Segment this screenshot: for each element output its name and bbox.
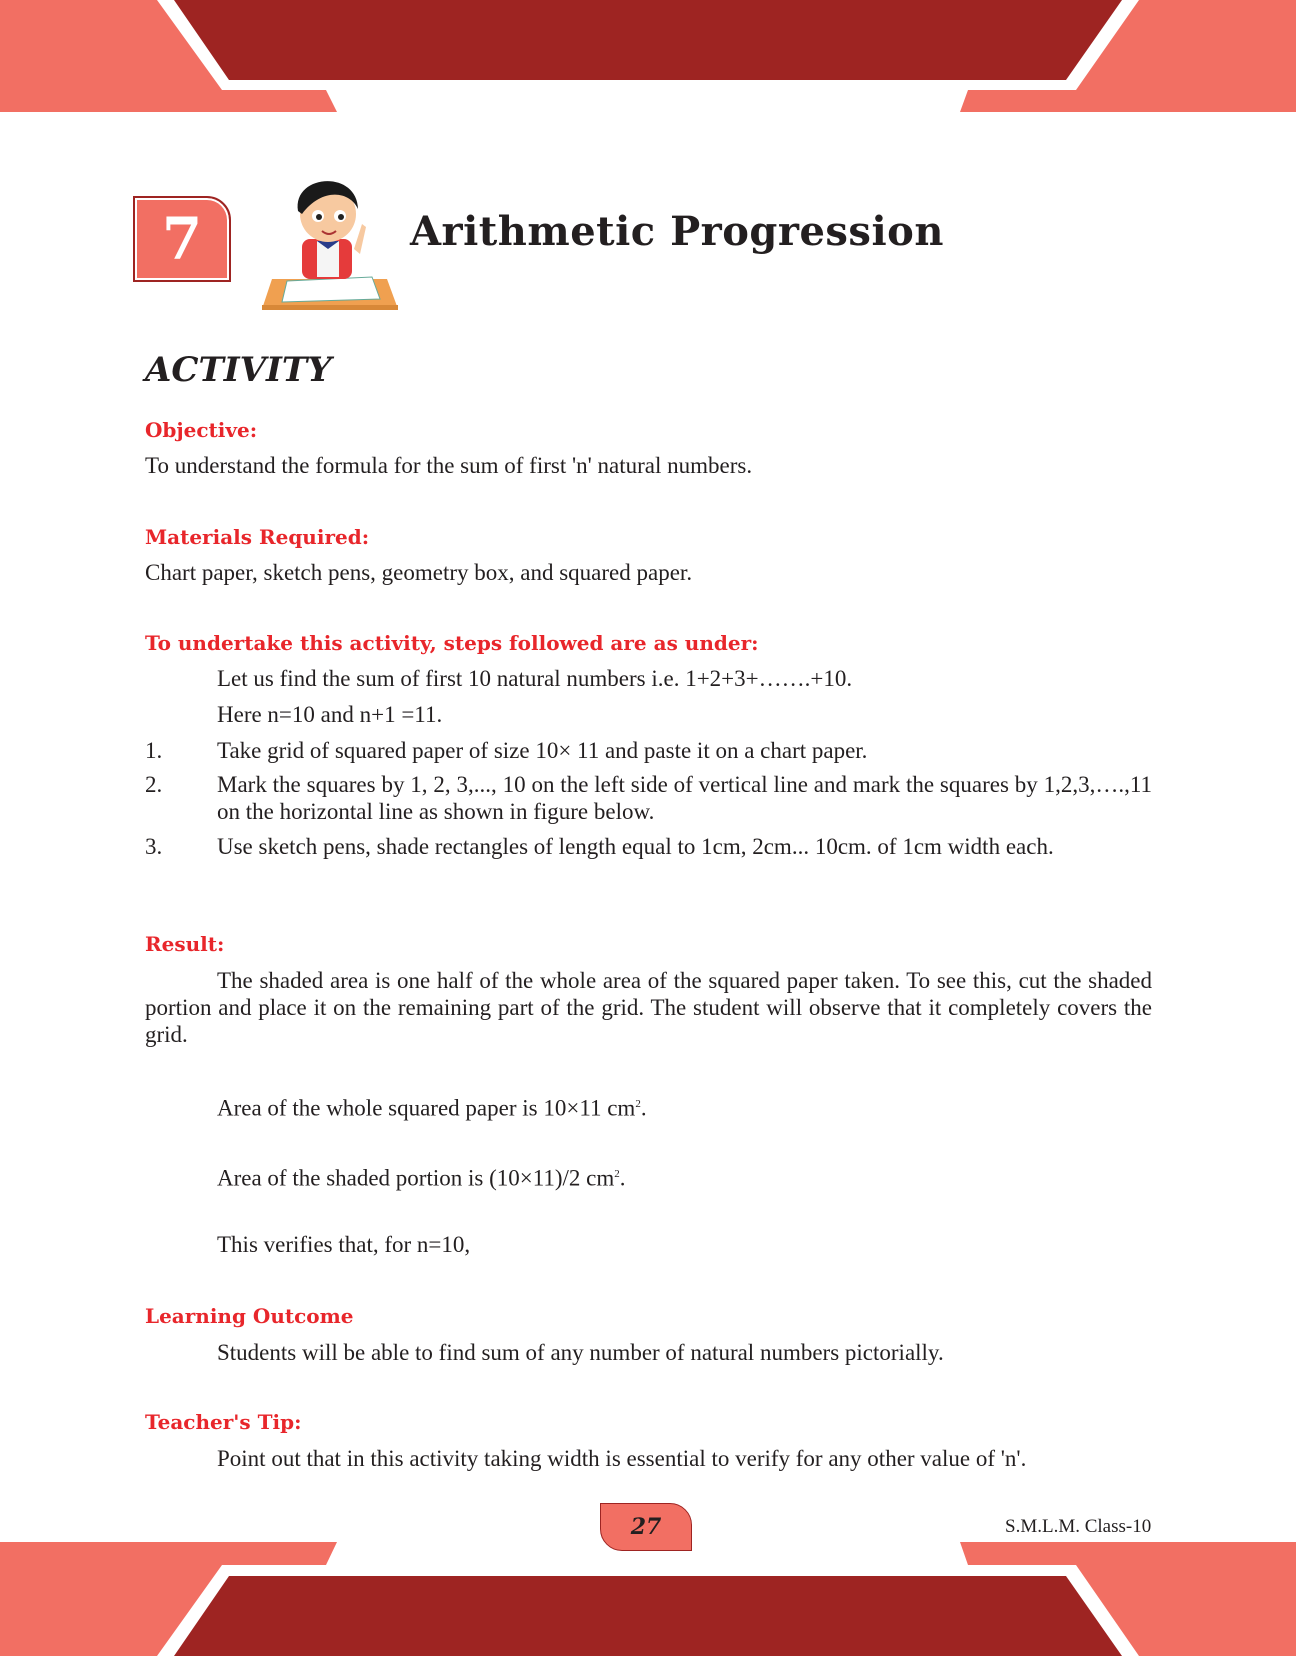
step-text: Mark the squares by 1, 2, 3,..., 10 on the left side of vertical line and mark the squares by 1,2,3,….,11 on the horizontal line as shown in figure below. bbox=[217, 772, 1152, 824]
objective-heading: Objective: bbox=[145, 418, 258, 442]
step-text: Use sketch pens, shade rectangles of length equal to 1cm, 2cm... 10cm. of 1cm width each. bbox=[217, 834, 1054, 859]
result-heading: Result: bbox=[145, 932, 225, 956]
result-text: The shaded area is one half of the whole area of the squared paper taken. To see this, cut the shaded portion and place it on the remaining part of the grid. The student will observe that it completely covers the grid. bbox=[145, 968, 1152, 1047]
chapter-number-badge: 7 bbox=[133, 196, 231, 282]
period: . bbox=[619, 1165, 626, 1191]
footer-banner bbox=[0, 1542, 1296, 1656]
area-whole-label: Area of the whole squared paper is 10×11 cm bbox=[217, 1095, 636, 1121]
verify-text: This verifies that, for n=10, bbox=[217, 1232, 471, 1257]
header-banner bbox=[0, 0, 1296, 112]
learning-outcome-text: Students will be able to find sum of any number of natural numbers pictorially. bbox=[217, 1340, 944, 1365]
superscript: 2 bbox=[635, 1098, 641, 1110]
step-text: Take grid of squared paper of size 10× 11 and paste it on a chart paper. bbox=[217, 738, 868, 763]
boy-at-desk-illustration bbox=[262, 181, 398, 310]
steps-intro-line: Let us find the sum of first 10 natural numbers i.e. 1+2+3+…….+10. bbox=[217, 666, 853, 691]
area-shaded-text bbox=[217, 1161, 626, 1192]
learning-outcome-heading: Learning Outcome bbox=[145, 1304, 354, 1328]
page-number: 27 bbox=[600, 1503, 692, 1551]
area-shaded-label: Area of the shaded portion is (10×11)/2 cm bbox=[217, 1165, 615, 1191]
materials-text: Chart paper, sketch pens, geometry box, and squared paper. bbox=[145, 560, 693, 585]
materials-heading: Materials Required: bbox=[145, 525, 370, 549]
step-number: 3. bbox=[145, 834, 163, 859]
steps-intro-line: Here n=10 and n+1 =11. bbox=[217, 702, 443, 727]
area-whole-text bbox=[217, 1091, 647, 1122]
superscript: 2 bbox=[614, 1168, 620, 1180]
step-number: 1. bbox=[145, 738, 163, 763]
teacher-tip-heading: Teacher's Tip: bbox=[145, 1410, 302, 1434]
book-label: S.M.L.M. Class-10 bbox=[1005, 1516, 1152, 1537]
steps-heading: To undertake this activity, steps followed are as under: bbox=[145, 631, 759, 655]
section-title: ACTIVITY bbox=[145, 350, 332, 390]
objective-text: To understand the formula for the sum of first 'n' natural numbers. bbox=[145, 453, 753, 478]
teacher-tip-text: Point out that in this activity taking width is essential to verify for any other value of 'n'. bbox=[217, 1446, 1027, 1471]
step-number: 2. bbox=[145, 772, 163, 797]
period: . bbox=[640, 1095, 647, 1121]
chapter-title: Arithmetic Progression bbox=[410, 208, 944, 255]
